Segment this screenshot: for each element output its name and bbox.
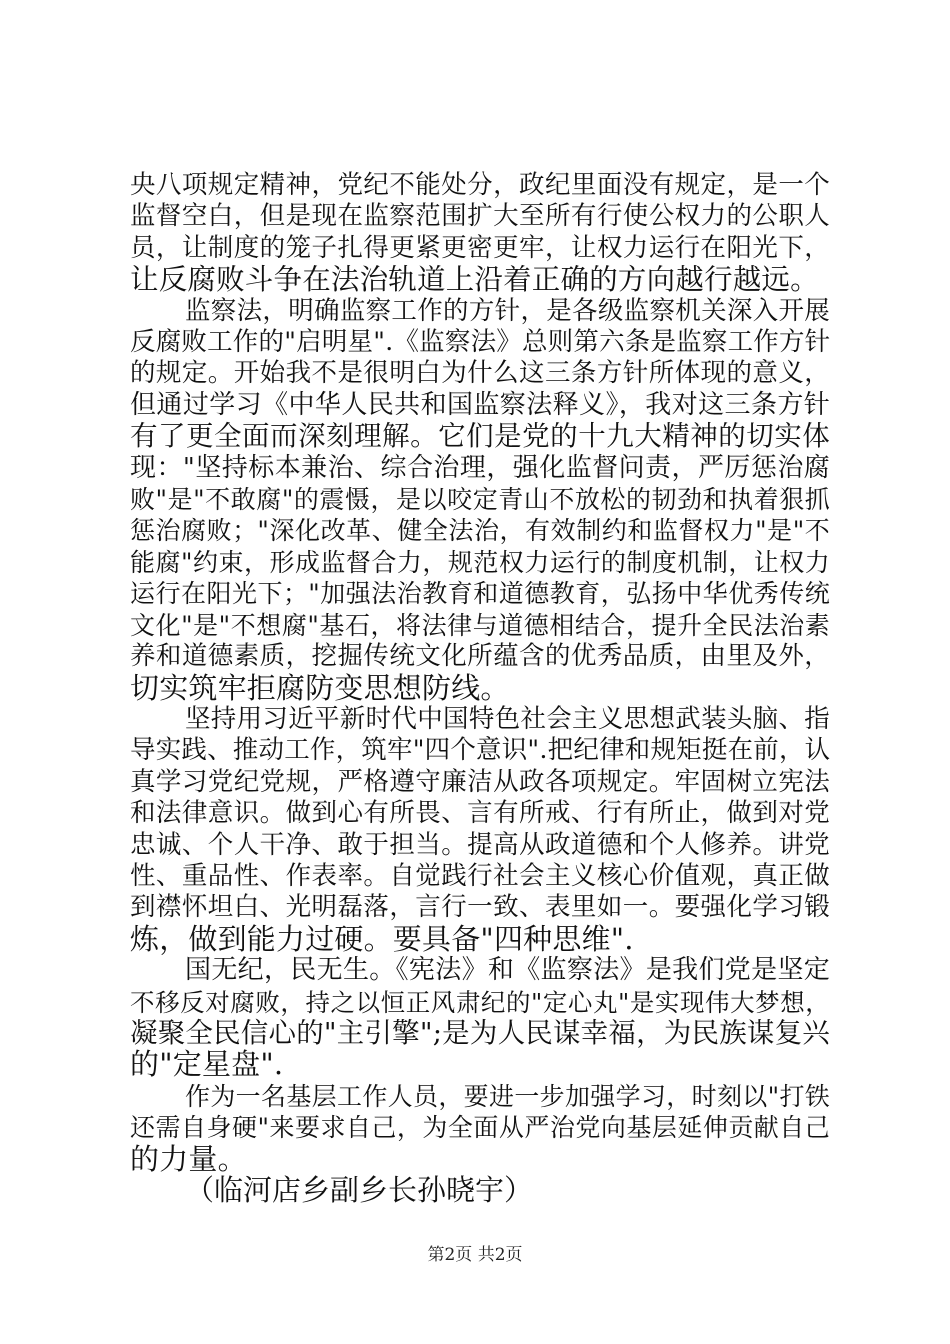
text-line: 炼，做到能力过硬。要具备"四种思维". [130,921,634,956]
text-line: 有了更全面而深刻理解。它们是党的十九大精神的切实体 [130,420,830,453]
paragraph-3 [130,704,830,955]
text-line: 国无纪，民无生。《宪法》和《监察法》是我们党是坚定 [185,955,830,986]
text-line: 败"是"不敢腐"的震慑，是以咬定青山不放松的韧劲和执着狠抓 [130,485,830,515]
text-line: 和法律意识。做到心有所畏、言有所戒、行有所止，做到对党 [130,798,830,829]
page-number: 第2页 共2页 [427,1245,523,1265]
text-line: 能腐"约束，形成监督合力，规范权力运行的制度机制，让权力 [130,547,830,577]
text-line: 忠诚、个人干净、敢于担当。提高从政道德和个人修养。讲党 [130,829,830,860]
text-line: 不移反对腐败，持之以恒正风肃纪的"定心丸"是实现伟大梦想， [130,987,830,1017]
text-line: 养和道德素质，挖掘传统文化所蕴含的优秀品质，由里及外， [130,641,830,672]
text-line: 监督空白，但是现在监察范围扩大至所有行使公权力的公职人 [130,201,830,232]
text-line: 性、重品性、作表率。自觉践行社会主义核心价值观，真正做 [130,860,830,891]
document-body [130,170,830,1206]
text-line: 凝聚全民信心的"主引擎";是为人民谋幸福，为民族谋复兴 [130,1016,830,1049]
text-line: 现："坚持标本兼治、综合治理，强化监督问责，严厉惩治腐 [130,452,830,483]
paragraph-4 [130,955,830,1081]
paragraph-2 [130,296,830,704]
text-line: 作为一名基层工作人员，要进一步加强学习，时刻以"打铁 [185,1081,830,1111]
paragraph-1 [130,170,830,296]
author-signature: （临河店乡副乡长孙晓宇） [185,1173,534,1207]
text-line: 让反腐败斗争在法治轨道上沿着正确的方向越行越远。 [130,263,819,297]
text-line: 切实筑牢拒腐防变思想防线。 [130,670,510,705]
text-line: 到襟怀坦白、光明磊落，言行一致、表里如一。要强化学习锻 [130,892,830,923]
text-line: 坚持用习近平新时代中国特色社会主义思想武装头脑、指 [185,703,830,734]
text-line: 真学习党纪党规，严格遵守廉洁从政各项规定。牢固树立宪法 [130,766,830,797]
text-line: 导实践、推动工作，筑牢"四个意识".把纪律和规矩挺在前，认 [130,735,831,766]
text-line: 文化"是"不想腐"基石，将法律与道德相结合，提升全民法治素 [130,610,830,640]
text-line: 运行在阳光下；"加强法治教育和道德教育，弘扬中华优秀传统 [130,579,830,609]
text-line: 还需自身硬"来要求自己，为全面从严治党向基层延伸贡献自己 [130,1113,830,1143]
text-line: 的规定。开始我不是很明白为什么这三条方针所体现的意义， [130,358,830,389]
text-line: 的力量。 [130,1141,247,1176]
text-line: 员，让制度的笼子扎得更紧更密更牢，让权力运行在阳光下， [130,232,830,263]
text-line: 央八项规定精神，党纪不能处分，政纪里面没有规定，是一个 [130,170,830,200]
text-line: 的"定星盘". [130,1047,284,1082]
text-line: 但通过学习《中华人民共和国监察法释义》，我对这三条方针 [130,389,830,420]
text-line: 监察法，明确监察工作的方针，是各级监察机关深入开展 [185,295,830,326]
paragraph-5 [130,1081,830,1175]
text-line: 反腐败工作的"启明星".《监察法》总则第六条是监察工作方针 [130,327,831,358]
text-line: 惩治腐败；"深化改革、健全法治，有效制约和监督权力"是"不 [130,516,830,546]
